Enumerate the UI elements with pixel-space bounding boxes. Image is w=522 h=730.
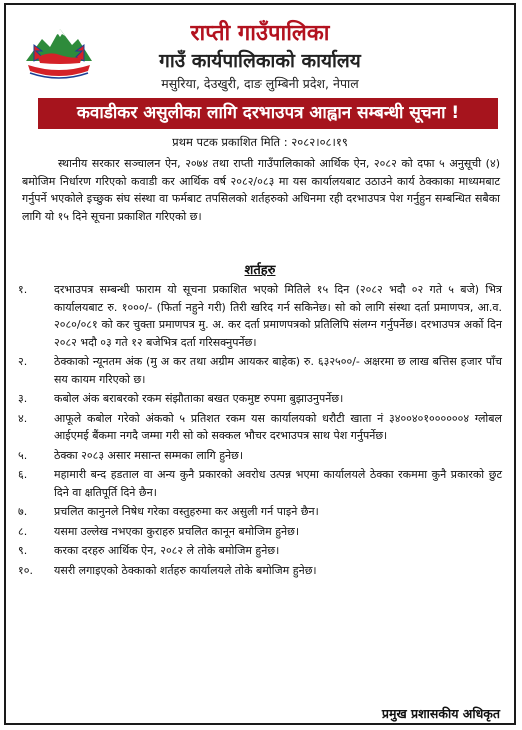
term-text: दरभाउपत्र सम्बन्धी फाराम यो सूचना प्रकाशित भएको मितिले १५ दिन (२०८२ भदौ ०२ गते ५ बजे) भित्र कार्यालयबाट रु. १०००/- (फिर्ता नहुने गरी) तिरी खरिद गर्न सकिनेछ। सो को लागि संस्था दर्ता प्रमाणपत्र, आ.व. २०८०/०८१ को कर चुक्ता प्रमाणपत्र मु. अ. कर दर्ता प्रमाणपत्रको प्रतिलिपि संलग्न गर्नुपर्नेछ। दरभाउपत्र अर्को दिन २०८२ भदौ ०३ गते १२ बजेभित्र दर्ता गरिसक्नुपर्नेछ।: [54, 283, 502, 349]
terms-list: [18, 281, 502, 581]
term-item: [18, 466, 502, 501]
term-text: प्रचलित कानुनले निषेध गरेका वस्तुहरुमा कर असुली गर्न पाइने छैन।: [54, 505, 319, 518]
term-text: ठेक्काको न्यूनतम अंक (मु अ कर तथा अग्रीम आयकर बाहेक) रु. ६३२५००/- अक्षरमा छ लाख बत्तिस हजार पाँच सय कायम गरिएको छ।: [54, 355, 502, 386]
term-text: ठेक्का २०८३ असार मसान्त सम्मका लागि हुनेछ।: [54, 448, 244, 462]
term-number: ५.: [18, 448, 28, 462]
term-item: [18, 562, 502, 580]
term-item: [18, 281, 502, 351]
term-item: [18, 523, 502, 541]
term-number: ६.: [18, 468, 28, 481]
signature-title: प्रमुख प्रशासकीय अधिकृत: [381, 706, 500, 721]
term-text: कबोल अंक बराबरको रकम संझौताका बखत एकमुष्ट रुपमा बुझाउनुपर्नेछ।: [54, 392, 344, 405]
terms-heading: शर्तहरु: [244, 263, 276, 278]
term-text: महामारी बन्द हडताल वा अन्य कुनै प्रकारको अवरोध उत्पन्न भएमा कार्यालयले ठेक्का रकममा कुनै प्रकारको छुट दिने वा क्षतिपूर्ति दिने छैन।: [54, 468, 502, 499]
term-number: ३.: [18, 392, 28, 405]
office-name: गाउँ कार्यपालिकाको कार्यालय: [159, 50, 361, 72]
term-text: आफूले कबोल गरेको अंकको ५ प्रतिशत रकम यस कार्यालयको धरौटी खाता नं ३४००४०१००००००४ ग्लोबल आईएमई बैंकमा नगदै जम्मा गरी सो को सक्कल भौचर दरभाउपत्र साथ पेश गर्नुपर्नेछ।: [54, 411, 502, 442]
term-text: करका दरहरु आर्थिक ऐन, २०८२ ले तोके बमोजिम हुनेछ।: [54, 544, 280, 557]
intro-paragraph: स्थानीय सरकार सञ्चालन ऐन, २०७४ तथा राप्ती गाउँपालिकाको आर्थिक ऐन, २०८२ को दफा ५ अनुसूची (४) बमोजिम निर्धारण गरिएको कवाडी कर आर्थिक वर्ष २०८२/०८३ मा यस कार्यालयबाट उठाउने कार्य ठेक्काका माध्यमबाट गर्नुपर्ने भएकोले इच्छुक संघ संस्था वा फर्मबाट तपसिलको शर्तहरुको अधिनमा रही दरभाउपत्र पेश गर्नुहुन सम्बन्धित सबैका लागि यो १५ दिने सूचना प्रकाशित गरिएको छ।: [22, 157, 500, 223]
term-item: [18, 390, 502, 408]
term-text: यसमा उल्लेख नभएका कुराहरु प्रचलित कानून बमोजिम हुनेछ।: [54, 524, 300, 538]
municipality-title: राप्ती गाउँपालिका: [190, 21, 330, 46]
term-item: [18, 353, 502, 388]
term-number: २.: [18, 355, 28, 368]
term-item: [18, 447, 502, 465]
term-item: [18, 542, 502, 560]
term-number: ८.: [18, 524, 28, 538]
term-number: १०.: [18, 563, 33, 577]
term-number: ४.: [18, 411, 28, 425]
notice-page: [4, 3, 516, 725]
term-number: ७.: [18, 505, 28, 518]
term-text: यसरी लगाइएको ठेक्काको शर्तहरु कार्यालयले तोके बमोजिम हुनेछ।: [54, 563, 317, 577]
term-number: ९.: [18, 544, 28, 557]
notice-title-banner: कवाडीकर असुलीका लागि दरभाउपत्र आह्वान सम्बन्धी सूचना !: [38, 98, 498, 129]
term-number: १.: [18, 283, 28, 296]
term-item: [18, 410, 502, 445]
publish-date: प्रथम पटक प्रकाशित मिति : २०८२।०८।१९: [172, 135, 348, 149]
term-item: [18, 503, 502, 521]
office-address: मसुरिया, देउखुरी, दाङ लुम्बिनी प्रदेश, नेपाल: [161, 76, 359, 91]
